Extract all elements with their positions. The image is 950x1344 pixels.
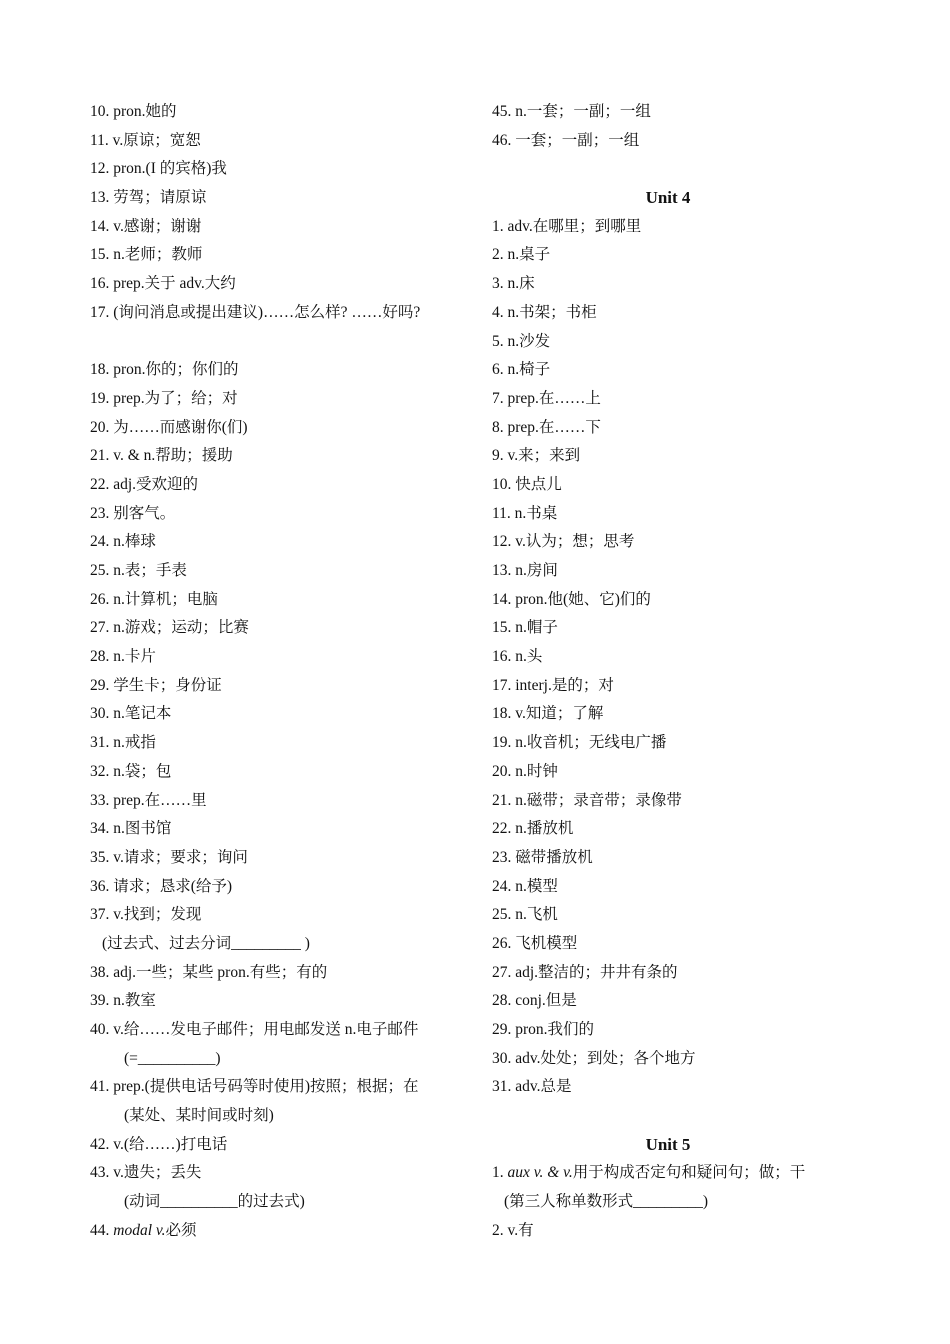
spacer xyxy=(90,328,465,357)
entry-continuation: (=__________) xyxy=(124,1049,221,1067)
vocab-entry: 38. adj.一些；某些 pron.有些；有的 xyxy=(90,963,328,981)
vocab-entry: 28. conj.但是 xyxy=(492,992,577,1010)
right-column xyxy=(492,98,852,1246)
vocab-entry: 17. interj.是的；对 xyxy=(492,676,614,694)
vocab-entry: 24. n.棒球 xyxy=(90,533,156,551)
vocab-entry: 25. n.飞机 xyxy=(492,906,558,924)
unit-heading: Unit 5 xyxy=(645,1134,691,1154)
entry-continuation: (某处、某时间或时刻) xyxy=(124,1107,274,1125)
vocab-entry: 14. pron.他(她、它)们的 xyxy=(492,590,651,608)
vocab-entry: 5. n.沙发 xyxy=(492,332,551,350)
vocab-entry: 26. 飞机模型 xyxy=(492,934,578,952)
vocab-entry: 24. n.模型 xyxy=(492,877,558,895)
vocab-entry: 10. pron.她的 xyxy=(90,103,177,120)
spacer xyxy=(492,155,852,184)
vocab-entry: 17. (询问消息或提出建议)……怎么样? ……好吗? xyxy=(90,303,421,321)
vocab-entry: 9. v.来；来到 xyxy=(492,447,581,465)
vocab-entry: 40. v.给……发电子邮件；用电邮发送 n.电子邮件 xyxy=(90,1021,419,1038)
vocab-entry: 39. n.教室 xyxy=(90,992,156,1010)
vocab-entry: 22. adj.受欢迎的 xyxy=(90,475,199,493)
vocab-entry: 31. adv.总是 xyxy=(492,1078,572,1096)
vocab-entry: 27. adj.整洁的；井井有条的 xyxy=(492,963,678,981)
vocab-entry: 26. n.计算机；电脑 xyxy=(90,590,218,608)
entry-continuation: (过去式、过去分词_________ ) xyxy=(102,934,310,952)
vocab-entry: 29. 学生卡；身份证 xyxy=(90,676,222,694)
vocab-entry: 13. n.房间 xyxy=(492,562,558,579)
vocab-entry: 30. adv.处处；到处；各个地方 xyxy=(492,1049,696,1067)
vocab-entry: 22. n.播放机 xyxy=(492,820,574,838)
vocab-entry: 42. v.(给……)打电话 xyxy=(90,1135,228,1153)
vocab-entry: 19. n.收音机；无线电广播 xyxy=(492,734,667,752)
vocab-entry: 20. n.时钟 xyxy=(492,762,558,780)
vocab-entry: 23. 磁带播放机 xyxy=(492,848,593,866)
vocab-entry: 11. n.书桌 xyxy=(492,504,558,522)
vocab-entry: 8. prep.在……下 xyxy=(492,418,601,436)
vocab-entry: 27. n.游戏；运动；比赛 xyxy=(90,619,249,637)
vocab-entry: 31. n.戒指 xyxy=(90,734,156,752)
vocab-entry: 36. 请求；恳求(给予) xyxy=(90,877,233,895)
vocab-entry: 25. n.表；手表 xyxy=(90,562,187,579)
vocab-entry: 20. 为……而感谢你(们) xyxy=(90,418,248,436)
vocab-entry: 46. 一套；一副；一组 xyxy=(492,131,640,149)
vocab-entry: 21. v. & n.帮助；援助 xyxy=(90,447,233,465)
unit-heading: Unit 4 xyxy=(645,188,691,208)
vocab-entry: 29. pron.我们的 xyxy=(492,1021,595,1038)
vocab-entry: 2. v.有 xyxy=(492,1221,534,1239)
vocab-entry: 41. prep.(提供电话号码等时使用)按照；根据；在 xyxy=(90,1078,419,1096)
entry-continuation: (第三人称单数形式_________) xyxy=(504,1193,709,1211)
vocab-entry: 7. prep.在……上 xyxy=(492,389,601,407)
vocab-entry: 1. adv.在哪里；到哪里 xyxy=(492,217,642,235)
vocab-entry: 11. v.原谅；宽恕 xyxy=(90,131,201,149)
vocab-entry: 37. v.找到；发现 xyxy=(90,906,202,924)
vocab-entry: 3. n.床 xyxy=(492,275,535,293)
vocab-entry: 6. n.椅子 xyxy=(492,361,551,379)
vocab-entry: 28. n.卡片 xyxy=(90,648,156,666)
vocab-entry: 16. prep.关于 adv.大约 xyxy=(90,275,236,293)
vocab-entry: 13. 劳驾；请原谅 xyxy=(90,189,207,207)
vocab-entry: 18. pron.你的；你们的 xyxy=(90,361,239,379)
vocab-entry: 33. prep.在……里 xyxy=(90,791,207,809)
entry-continuation: (动词__________的过去式) xyxy=(124,1193,305,1211)
vocab-entry: 15. n.老师；教师 xyxy=(90,246,203,264)
spacer xyxy=(492,1102,852,1131)
vocab-entry: 12. pron.(I 的宾格)我 xyxy=(90,160,227,178)
vocab-entry: 23. 别客气。 xyxy=(90,504,176,522)
vocab-entry: 30. n.笔记本 xyxy=(90,705,172,723)
vocab-entry: 2. n.桌子 xyxy=(492,246,551,264)
vocab-entry: 10. 快点儿 xyxy=(492,475,562,493)
left-column xyxy=(90,98,465,1246)
vocab-entry: 16. n.头 xyxy=(492,648,543,666)
vocab-entry: 32. n.袋；包 xyxy=(90,762,172,780)
vocab-entry: 21. n.磁带；录音带；录像带 xyxy=(492,791,682,809)
vocab-entry: 45. n.一套；一副；一组 xyxy=(492,103,651,120)
vocab-entry: 35. v.请求；要求；询问 xyxy=(90,848,248,866)
vocab-entry: 18. v.知道；了解 xyxy=(492,705,604,723)
vocab-entry: 15. n.帽子 xyxy=(492,619,558,637)
vocab-entry: 12. v.认为；想；思考 xyxy=(492,533,635,551)
vocab-entry: 43. v.遗失；丢失 xyxy=(90,1164,202,1182)
vocab-entry: 4. n.书架；书柜 xyxy=(492,303,597,321)
vocab-entry: 34. n.图书馆 xyxy=(90,820,172,838)
vocab-entry: 44. modal v.必须 xyxy=(90,1221,197,1239)
vocab-entry: 1. aux v. & v.用于构成否定句和疑问句；做；干 xyxy=(492,1164,806,1182)
vocab-entry: 14. v.感谢；谢谢 xyxy=(90,217,202,235)
vocab-entry: 19. prep.为了；给；对 xyxy=(90,389,238,407)
